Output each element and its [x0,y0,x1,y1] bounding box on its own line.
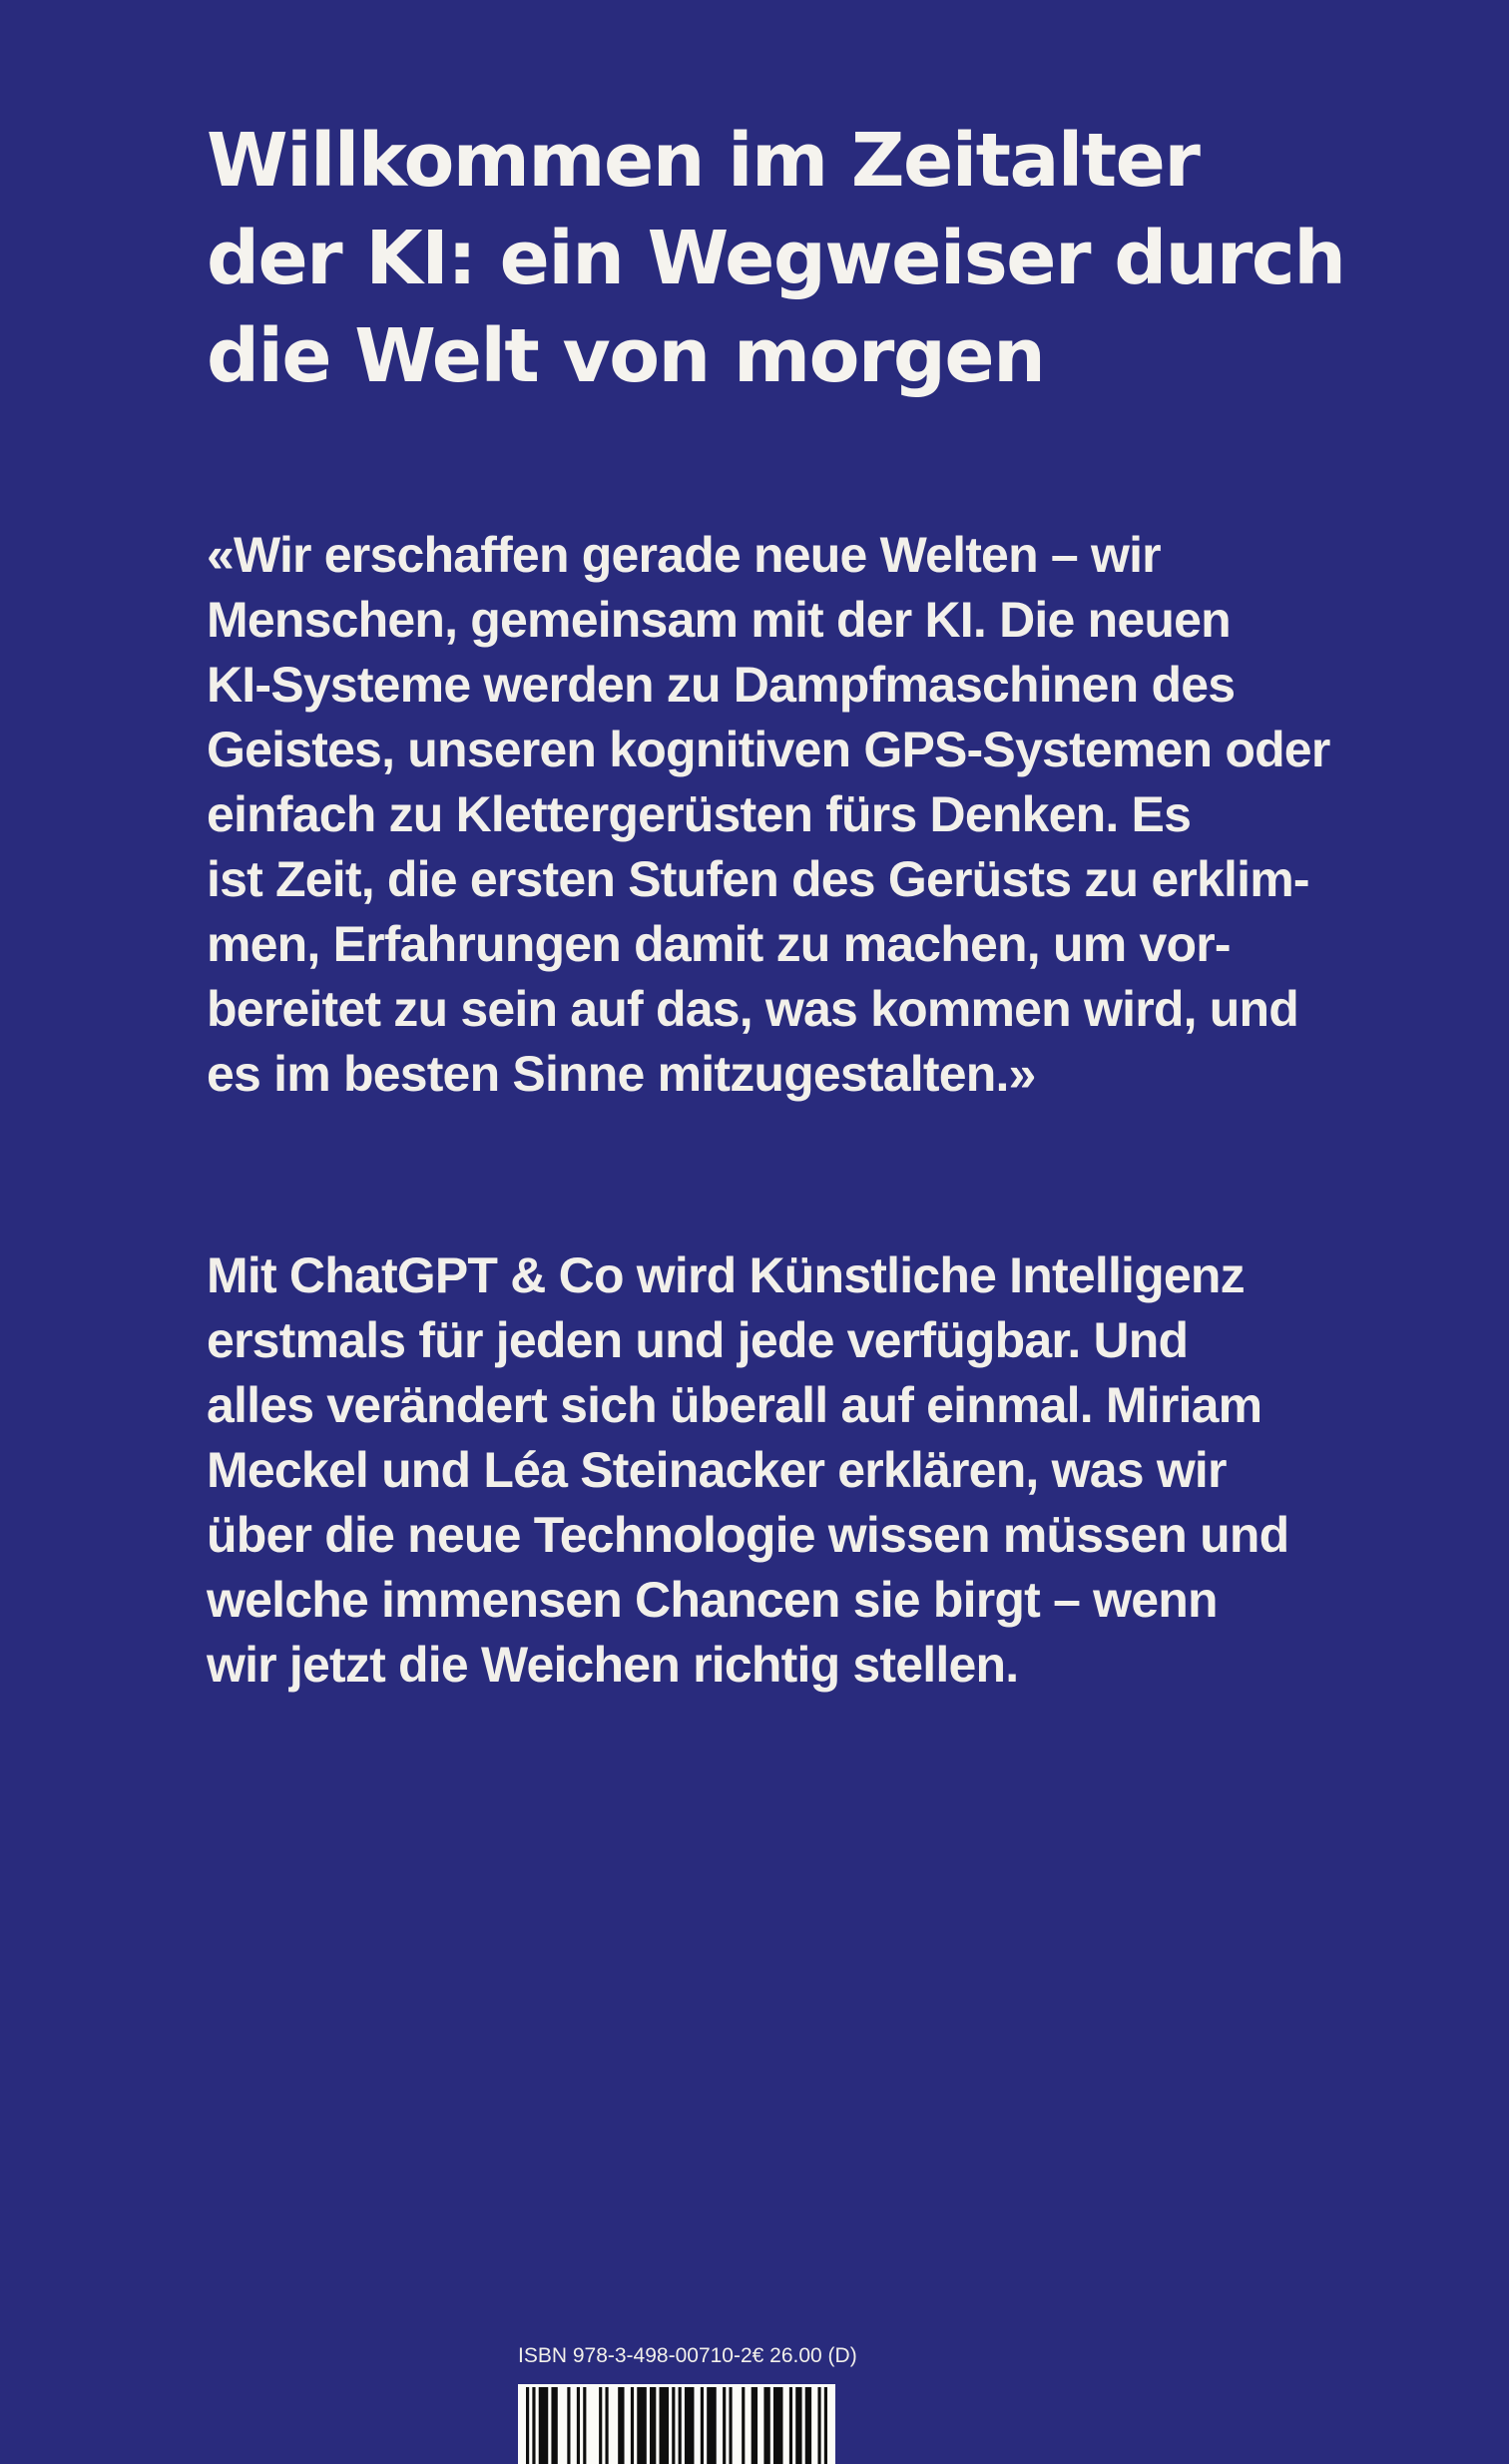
description-line: alles verändert sich überall auf einmal. Miriam [207,1377,1262,1433]
quote-line: bereitet zu sein auf das, was kommen wird, und [207,981,1299,1037]
description-line: über die neue Technologie wissen müssen und [207,1507,1289,1563]
isbn-price-row [518,2341,857,2371]
quote-line: Geistes, unseren kognitiven GPS-Systemen oder [207,722,1330,777]
isbn-text: ISBN 978-3-498-00710-2 [518,2344,753,2367]
description-paragraph [207,1243,1288,1698]
quote-line: Menschen, gemeinsam mit der KI. Die neuen [207,592,1231,648]
title-line: Willkommen im Zeitalter [207,118,1200,204]
quote-line: einfach zu Klettergerüsten fürs Denken. Es [207,786,1192,842]
ean-barcode [518,2384,835,2464]
quote-line: ist Zeit, die ersten Stufen des Gerüsts zu erklim- [207,851,1309,907]
description-line: wir jetzt die Weichen richtig stellen. [207,1637,1019,1693]
quote-line: KI-Systeme werden zu Dampfmaschinen des [207,657,1236,713]
title-line: der KI: ein Wegweiser durch [207,216,1345,301]
price-text: € 26.00 (D) [752,2344,857,2367]
book-title [207,112,1344,405]
quote-paragraph [207,523,1329,1107]
description-line: erstmals für jeden und jede verfügbar. Und [207,1312,1189,1368]
description-line: Mit ChatGPT & Co wird Künstliche Intelligenz [207,1247,1245,1303]
description-line: welche immensen Chancen sie birgt – wenn [207,1572,1218,1628]
description-line: Meckel und Léa Steinacker erklären, was wir [207,1442,1227,1498]
title-line: die Welt von morgen [207,313,1045,399]
quote-line: es im besten Sinne mitzugestalten.» [207,1046,1036,1102]
quote-line: men, Erfahrungen damit zu machen, um vor- [207,916,1231,972]
quote-line: «Wir erschaffen gerade neue Welten – wir [207,527,1161,583]
